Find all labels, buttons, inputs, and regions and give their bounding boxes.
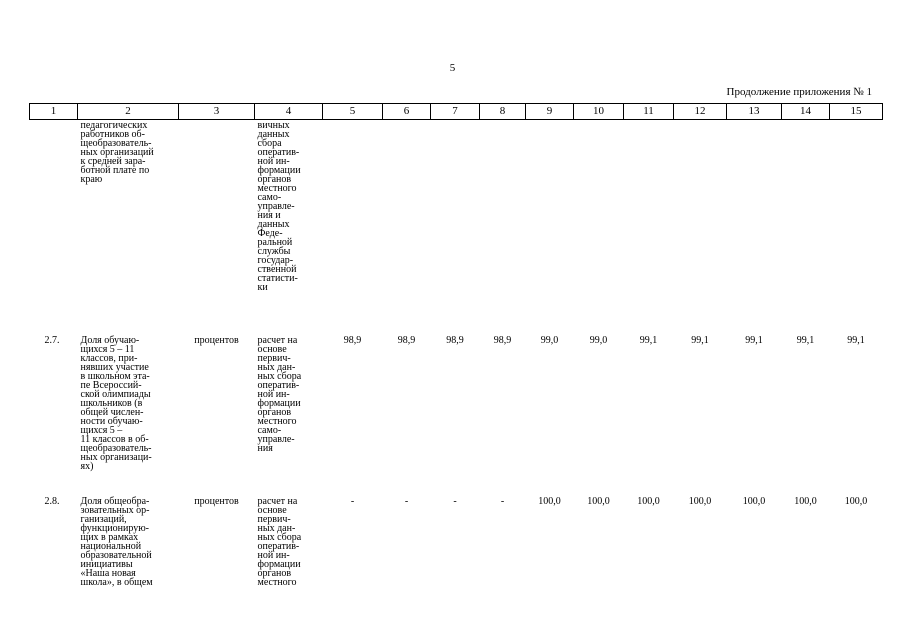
value-cell xyxy=(830,120,883,330)
column-header: 9 xyxy=(526,104,574,120)
column-header: 15 xyxy=(830,104,883,120)
table-row xyxy=(30,120,883,330)
value-cell: 99,1 xyxy=(796,335,815,346)
value-cell: 99,1 xyxy=(639,335,658,346)
column-header: 2 xyxy=(78,104,179,120)
header-row xyxy=(30,104,883,120)
method-cell: вичных данных сбора оператив- ной ин- формации органов местного само- управле- ния и данных Феде- ральной службы государ- ственной статисти- ки xyxy=(257,120,301,293)
value-cell: - xyxy=(350,496,355,507)
indicator-name: Доля обучаю- щихся 5 – 11 классов, при- нявших участие в школьном эта- пе Всероссий- ской олимпиады школьников (в общей числен- ности обучаю- щихся 5 – 11 классов в об- щеобразователь- ных организаци- ях) xyxy=(80,335,152,472)
column-header: 6 xyxy=(383,104,431,120)
unit-cell xyxy=(179,120,255,330)
indicators-table xyxy=(29,103,883,617)
value-cell xyxy=(526,120,574,330)
value-cell xyxy=(323,120,383,330)
row-number: 2.7. xyxy=(44,335,60,346)
method-cell: расчет на основе первич- ных дан- ных сбора оператив- ной ин- формации органов местного само- управле- ния xyxy=(257,335,302,454)
value-cell: 98,9 xyxy=(343,335,362,346)
row-number: 2.8. xyxy=(44,496,60,507)
table-row xyxy=(30,329,883,491)
value-cell: 99,1 xyxy=(847,335,865,346)
value-cell: - xyxy=(500,496,505,507)
column-header: 13 xyxy=(727,104,782,120)
value-cell xyxy=(383,120,431,330)
value-cell: 98,9 xyxy=(446,335,464,346)
indicator-name: Доля общеобра- зовательных ор- ганизаций, функционирую- щих в рамках национальной образовательной инициативы «Наша новая школа», в общем xyxy=(80,496,153,588)
column-header: 10 xyxy=(574,104,624,120)
value-cell xyxy=(431,120,480,330)
column-header: 5 xyxy=(323,104,383,120)
value-cell: - xyxy=(404,496,409,507)
column-header: 7 xyxy=(431,104,480,120)
page-number: 5 xyxy=(449,62,456,74)
column-header: 12 xyxy=(674,104,727,120)
value-cell: - xyxy=(453,496,457,507)
value-cell: 100,0 xyxy=(587,496,610,507)
value-cell: 100,0 xyxy=(742,496,766,507)
value-cell: 100,0 xyxy=(794,496,817,507)
value-cell xyxy=(624,120,674,330)
value-cell: 99,0 xyxy=(589,335,608,346)
unit-cell: процентов xyxy=(194,335,239,346)
method-cell: расчет на основе первич- ных дан- ных сбора оператив- ной ин- формации органов местного xyxy=(257,496,302,588)
row-number xyxy=(30,120,78,330)
value-cell xyxy=(574,120,624,330)
column-header: 8 xyxy=(480,104,526,120)
value-cell xyxy=(480,120,526,330)
column-header: 4 xyxy=(255,104,323,120)
value-cell: 100,0 xyxy=(844,496,868,507)
indicator-name: педагогических работников об- щеобразователь- ных организаций к средней зара- ботной плате по краю xyxy=(80,120,154,185)
value-cell xyxy=(674,120,727,330)
value-cell: 99,1 xyxy=(691,335,709,346)
value-cell xyxy=(727,120,782,330)
value-cell: 98,9 xyxy=(493,335,512,346)
value-cell: 100,0 xyxy=(538,496,561,507)
value-cell: 99,1 xyxy=(745,335,763,346)
continuation-label: Продолжение приложения № 1 xyxy=(726,86,872,98)
value-cell: 99,0 xyxy=(540,335,559,346)
value-cell: 100,0 xyxy=(637,496,660,507)
column-header: 3 xyxy=(179,104,255,120)
column-header: 11 xyxy=(624,104,674,120)
table-row xyxy=(30,491,883,617)
column-header: 14 xyxy=(782,104,830,120)
unit-cell: процентов xyxy=(194,496,239,507)
value-cell: 100,0 xyxy=(688,496,712,507)
column-header: 1 xyxy=(30,104,78,120)
value-cell xyxy=(782,120,830,330)
value-cell: 98,9 xyxy=(397,335,416,346)
